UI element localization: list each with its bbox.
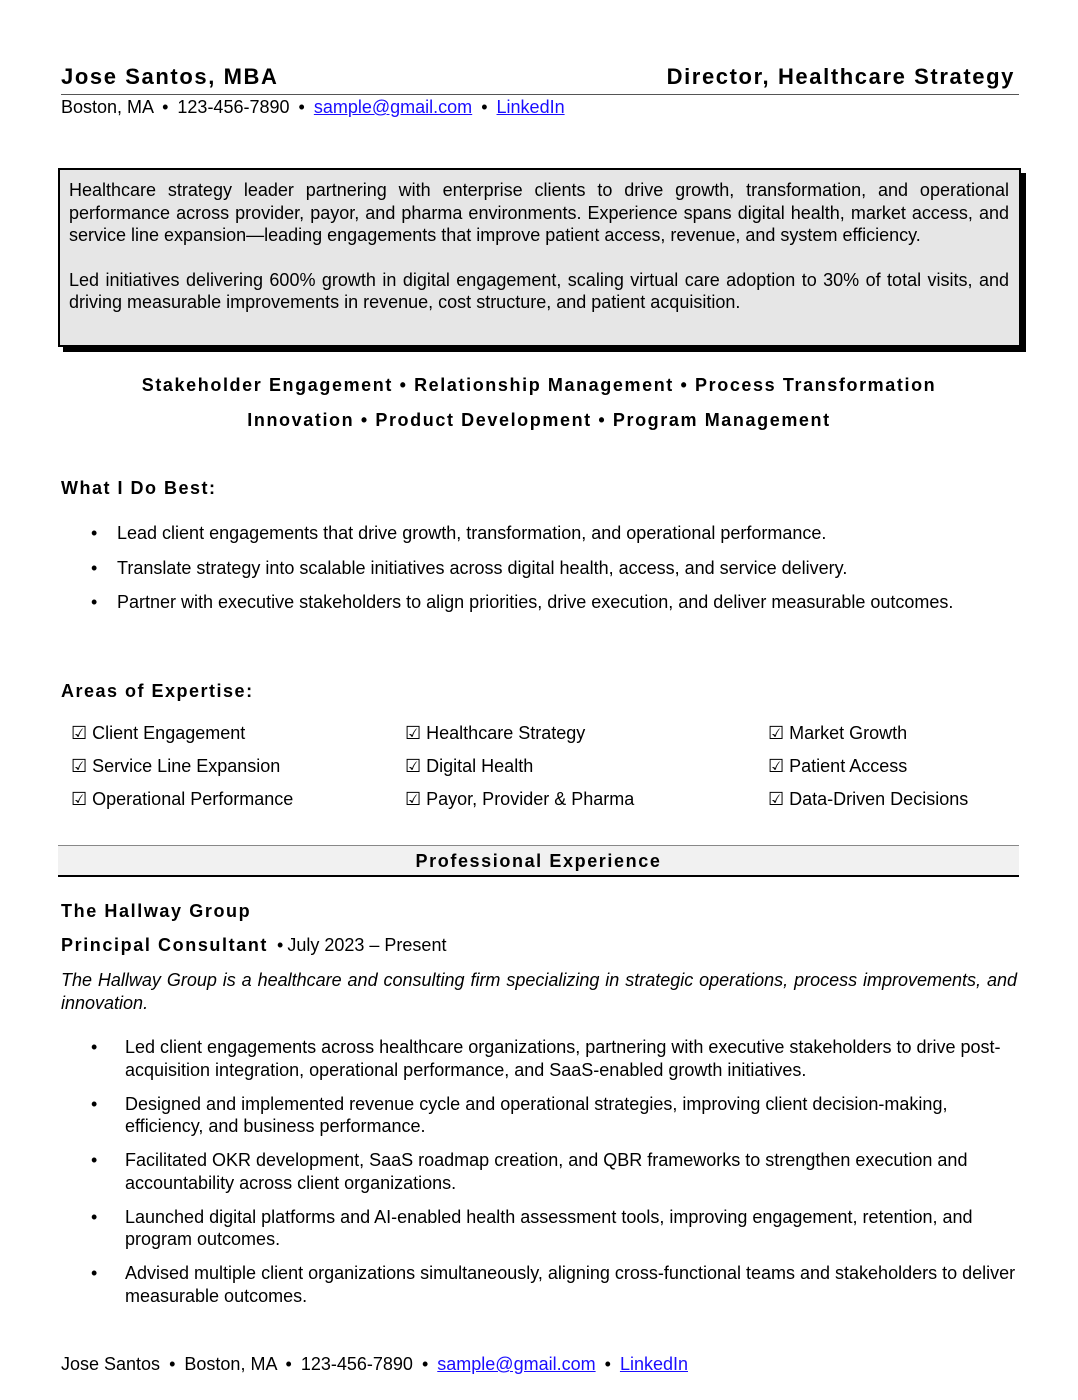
company-description: The Hallway Group is a healthcare and consulting firm specializing in strategic operations, process improvements, and innovation. (61, 970, 1017, 1013)
summary-box (58, 168, 1021, 347)
list-item: • Designed and implemented revenue cycle and operational strategies, improving client decision-making, efficiency, and business performance. (91, 1093, 1016, 1138)
expertise-item (71, 789, 293, 810)
summary-paragraph: Led initiatives delivering 600% growth in digital engagement, scaling virtual care adoption to 30% of total visits, and driving measurable improvements in revenue, cost structure, and patient acquisition. (69, 269, 1009, 312)
expertise-label: Patient Access (789, 756, 908, 776)
list-item: • Led client engagements across healthcare organizations, partnering with executive stakeholders to drive post-acquisition integration, operational performance, and SaaS-enabled growth initiatives. (91, 1036, 1016, 1081)
expertise-label: Operational Performance (92, 789, 294, 809)
expertise-item (71, 756, 280, 777)
email-link[interactable]: sample@gmail.com (313, 97, 473, 117)
areas-of-expertise-heading: Areas of Expertise: (61, 681, 254, 701)
expertise-label: Digital Health (426, 756, 534, 776)
list-item: • Advised multiple client organizations simultaneously, aligning cross-functional teams and stakeholders to deliver measurable outcomes. (91, 1262, 1016, 1307)
page-footer (61, 1354, 688, 1375)
linkedin-link[interactable]: LinkedIn (496, 97, 565, 117)
contact-line (61, 97, 565, 118)
bullet-separator: • (604, 1354, 611, 1374)
bullet-separator: • (169, 1354, 176, 1374)
bullet-separator: • (162, 97, 169, 117)
expertise-label: Payor, Provider & Pharma (426, 789, 635, 809)
resume-header (61, 62, 1019, 95)
footer-phone: 123-456-7890 (300, 1354, 413, 1374)
bullet-separator: • (421, 1354, 429, 1374)
footer-email-link[interactable]: sample@gmail.com (437, 1354, 596, 1374)
expertise-item (405, 723, 585, 744)
summary-paragraph: Healthcare strategy leader partnering with enterprise clients to drive growth, transformation, and operational performance across provider, payor, and pharma environments. Experience spans digital health, market access, and service line expansion—leading engagements that improve patient access, revenue, and system efficiency. (69, 180, 1009, 245)
expertise-item (768, 756, 907, 777)
footer-linkedin-link[interactable]: LinkedIn (619, 1354, 688, 1374)
contact-location: Boston, MA (61, 97, 154, 117)
what-i-do-best-heading: What I Do Best: (61, 478, 217, 498)
expertise-label: Client Engagement (92, 723, 246, 743)
list-item: • Translate strategy into scalable initiatives across digital health, access, and service delivery. (91, 557, 961, 580)
footer-name: Jose Santos (61, 1354, 161, 1374)
contact-phone: 123-456-7890 (177, 97, 290, 117)
expertise-label: Service Line Expansion (92, 756, 281, 776)
job-dates: July 2023 – Present (287, 935, 447, 955)
checkbox-checked-icon: ☑ (405, 789, 422, 809)
checkbox-checked-icon: ☑ (768, 723, 785, 743)
professional-experience-heading: Professional Experience (58, 845, 1019, 877)
candidate-title: Director, Healthcare Strategy (666, 64, 1015, 89)
job-bullets (91, 1036, 1016, 1319)
bullet-separator: • (481, 97, 488, 117)
expertise-label: Market Growth (789, 723, 908, 743)
footer-location: Boston, MA (184, 1354, 277, 1374)
bullet-separator: • (285, 1354, 292, 1374)
expertise-item (768, 789, 968, 810)
bullet-separator: • (298, 97, 305, 117)
expertise-item (405, 789, 634, 810)
expertise-label: Healthcare Strategy (426, 723, 586, 743)
keywords-line: Stakeholder Engagement • Relationship Management • Process Transformation (141, 375, 937, 395)
list-item: • Lead client engagements that drive growth, transformation, and operational performance. (91, 522, 961, 545)
what-i-do-best-list (91, 522, 961, 626)
checkbox-checked-icon: ☑ (768, 789, 785, 809)
list-item: • Partner with executive stakeholders to align priorities, drive execution, and deliver measurable outcomes. (91, 591, 961, 614)
checkbox-checked-icon: ☑ (71, 789, 88, 809)
candidate-name: Jose Santos, MBA (61, 64, 279, 89)
list-item: • Facilitated OKR development, SaaS roadmap creation, and QBR frameworks to strengthen execution and accountability across client organizations. (91, 1149, 1016, 1194)
checkbox-checked-icon: ☑ (405, 756, 422, 776)
bullet-separator: • (277, 935, 284, 955)
checkbox-checked-icon: ☑ (71, 756, 88, 776)
expertise-label: Data-Driven Decisions (789, 789, 969, 809)
expertise-item (71, 723, 245, 744)
list-item: • Launched digital platforms and AI-enabled health assessment tools, improving engagement, retention, and program outcomes. (91, 1206, 1016, 1251)
expertise-item (405, 756, 533, 777)
checkbox-checked-icon: ☑ (71, 723, 88, 743)
keywords-line: Innovation • Product Development • Program Management (247, 410, 831, 430)
company-name: The Hallway Group (61, 901, 252, 921)
expertise-item (768, 723, 907, 744)
checkbox-checked-icon: ☑ (768, 756, 785, 776)
role-line (61, 935, 446, 956)
job-role: Principal Consultant (61, 935, 269, 955)
checkbox-checked-icon: ☑ (405, 723, 422, 743)
